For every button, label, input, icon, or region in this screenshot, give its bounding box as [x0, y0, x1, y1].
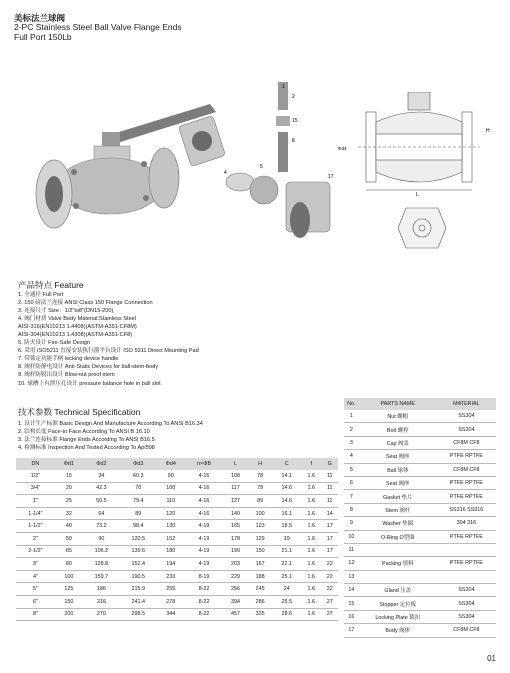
- col-header: No.: [344, 398, 359, 410]
- table-row: [16, 470, 338, 482]
- table-cell: 1: [344, 410, 359, 423]
- table-cell: Cap 阀盖: [359, 436, 437, 449]
- table-cell: 344: [157, 608, 185, 621]
- table-cell: 241.4: [120, 595, 157, 608]
- table-cell: 25.1: [272, 570, 301, 583]
- table-cell: 2-1/2": [16, 545, 55, 558]
- table-row: [16, 545, 338, 558]
- specs-heading: 技术参数 Technical Specification: [18, 407, 141, 417]
- feature-item: 1. 全通径 Full Port: [18, 292, 64, 298]
- table-row: [16, 558, 338, 571]
- col-header: MATERIAL: [437, 398, 496, 410]
- table-cell: 4-19: [185, 558, 223, 571]
- table-cell: 22: [322, 583, 338, 596]
- table-cell: 1.6: [301, 532, 321, 545]
- table-cell: 159.7: [83, 570, 120, 583]
- table-cell: PTFE RPTFE: [437, 450, 496, 463]
- dim-label-L: L: [416, 192, 419, 197]
- table-row: [16, 595, 338, 608]
- table-cell: 34: [83, 470, 120, 482]
- table-cell: 65: [55, 545, 83, 558]
- table-cell: 1.6: [301, 520, 321, 533]
- parts-table-body: [344, 410, 496, 637]
- table-cell: 14.6: [272, 482, 301, 495]
- callout-label: 2: [292, 94, 295, 100]
- table-cell: 1.6: [301, 495, 321, 508]
- table-cell: 18.5: [272, 520, 301, 533]
- table-cell: 64: [83, 507, 120, 520]
- table-cell: 286: [248, 595, 273, 608]
- table-cell: 1.6: [301, 595, 321, 608]
- table-cell: 180: [157, 545, 185, 558]
- table-cell: 139.6: [120, 545, 157, 558]
- table-cell: 117: [223, 482, 248, 495]
- table-cell: 7: [344, 490, 359, 503]
- col-header: n×ΦB: [185, 458, 223, 470]
- table-cell: 1.6: [301, 545, 321, 558]
- table-cell: 190.5: [120, 570, 157, 583]
- table-cell: 17: [322, 545, 338, 558]
- col-header: G: [322, 458, 338, 470]
- table-cell: 255: [157, 583, 185, 596]
- table-cell: Gasket 垫片: [359, 490, 437, 503]
- table-cell: Gland 压盖: [359, 584, 437, 597]
- table-cell: 130: [157, 520, 185, 533]
- callout-label: 15: [292, 118, 298, 124]
- table-cell: 16: [344, 610, 359, 623]
- table-cell: 1.6: [301, 470, 321, 482]
- table-cell: 165: [223, 520, 248, 533]
- table-row: [344, 490, 496, 503]
- table-cell: 19: [272, 532, 301, 545]
- table-cell: 129: [248, 532, 273, 545]
- table-cell: Stopper 定位板: [359, 597, 437, 610]
- table-cell: 4-19: [185, 545, 223, 558]
- table-cell: 2: [344, 423, 359, 436]
- table-cell: 14: [322, 507, 338, 520]
- table-cell: 27: [322, 608, 338, 621]
- table-cell: 40: [55, 520, 83, 533]
- table-cell: 25.5: [272, 595, 301, 608]
- feature-item: 9. 阀杆防脱出设计 Blow-out proof stem: [18, 372, 115, 379]
- table-cell: 4-16: [185, 507, 223, 520]
- table-cell: 256: [223, 583, 248, 596]
- table-cell: 8-22: [185, 583, 223, 596]
- table-row: [16, 532, 338, 545]
- table-cell: 98.4: [120, 520, 157, 533]
- table-cell: 150: [248, 545, 273, 558]
- table-row: [344, 597, 496, 610]
- table-row: [344, 557, 496, 570]
- col-header: DN: [16, 458, 55, 470]
- col-header: H: [248, 458, 273, 470]
- table-cell: Seat 阀座: [359, 450, 437, 463]
- table-row: [344, 570, 496, 583]
- col-header: PARTS NAME: [359, 398, 437, 410]
- table-cell: 1.6: [301, 558, 321, 571]
- col-header: Φd4: [157, 458, 185, 470]
- table-cell: 11: [322, 495, 338, 508]
- table-cell: 42.3: [83, 482, 120, 495]
- table-cell: 167: [248, 558, 273, 571]
- table-cell: SS316 SS316: [437, 503, 496, 516]
- table-cell: 1/2": [16, 470, 55, 482]
- parts-header-row: [344, 398, 496, 410]
- table-cell: 25: [55, 495, 83, 508]
- callout-label: 8: [292, 138, 295, 144]
- table-row: [344, 476, 496, 489]
- callout-label: 5: [260, 164, 263, 170]
- table-cell: 1-1/2": [16, 520, 55, 533]
- title-english: 2-PC Stainless Steel Ball Valve Flange Ends: [14, 22, 182, 32]
- table-cell: O-Ring O型圈: [359, 530, 437, 543]
- table-cell: 80: [55, 558, 83, 571]
- table-cell: Packing 填料: [359, 557, 437, 570]
- table-cell: 1": [16, 495, 55, 508]
- callout-label: 17: [328, 174, 334, 180]
- table-cell: 270: [83, 608, 120, 621]
- table-cell: 24: [272, 583, 301, 596]
- table-row: [344, 423, 496, 436]
- table-cell: 8-22: [185, 595, 223, 608]
- table-cell: 1-1/4": [16, 507, 55, 520]
- table-cell: 1.6: [301, 570, 321, 583]
- table-row: [344, 584, 496, 597]
- table-cell: 20: [55, 482, 83, 495]
- table-cell: 50: [55, 532, 83, 545]
- table-cell: 120: [157, 507, 185, 520]
- table-row: [16, 570, 338, 583]
- table-cell: 1.6: [301, 608, 321, 621]
- table-cell: 127: [223, 495, 248, 508]
- table-cell: 229: [223, 570, 248, 583]
- table-cell: Locking Plate 锁扣: [359, 610, 437, 623]
- subtitle: Full Port 150Lb: [14, 32, 72, 42]
- table-cell: 8: [344, 503, 359, 516]
- table-cell: [359, 543, 437, 556]
- table-cell: 298.5: [120, 608, 157, 621]
- table-cell: 13: [344, 570, 359, 583]
- table-cell: 215.9: [120, 583, 157, 596]
- features-heading: 产品特点 Feature: [18, 280, 84, 290]
- feature-item: 4. 阀门材质 Valve Body Material:Stainless Steel: [18, 316, 137, 323]
- table-cell: SS304: [437, 584, 496, 597]
- table-cell: 22: [322, 570, 338, 583]
- specs-list: [18, 421, 203, 453]
- table-cell: 3: [344, 436, 359, 449]
- table-cell: 304 316: [437, 517, 496, 530]
- feature-item: 7. 带锁定功能手柄 locking device handle: [18, 356, 119, 363]
- table-cell: 150: [55, 595, 83, 608]
- table-cell: 4-16: [185, 470, 223, 482]
- table-cell: 22.1: [272, 558, 301, 571]
- table-cell: Washer 垫圈: [359, 517, 437, 530]
- table-cell: PTFE RPTFE: [437, 557, 496, 570]
- col-header: f: [301, 458, 321, 470]
- table-cell: SS304: [437, 423, 496, 436]
- spec-item: 3. 法兰连接标准 Flange Ends According To ANSI B16.5: [18, 436, 155, 443]
- table-row: [344, 543, 496, 556]
- table-cell: 6: [344, 476, 359, 489]
- table-cell: 325: [248, 608, 273, 621]
- feature-item: 6. 采用 ISO5211 直接安装执行器平台设计 ISO 5211 Direct Mounting Pad: [18, 348, 199, 355]
- table-cell: Nut 螺帽: [359, 410, 437, 423]
- feature-item: AISI-316(EN10213 1.4408)(ASTM-A351-CF8M): [18, 324, 137, 331]
- dim-label-d4: Φd4: [338, 146, 347, 151]
- table-cell: 11: [322, 470, 338, 482]
- table-cell: 4-19: [185, 520, 223, 533]
- table-cell: 12: [344, 557, 359, 570]
- page-number: 01: [487, 654, 496, 663]
- table-cell: 457: [223, 608, 248, 621]
- table-cell: 89: [248, 495, 273, 508]
- table-cell: 60.3: [120, 470, 157, 482]
- table-row: [344, 624, 496, 637]
- table-cell: 4": [16, 570, 55, 583]
- spec-item: 4. 检测标准 Inspection And Tested According To Api598: [18, 444, 155, 451]
- table-cell: 10: [344, 530, 359, 543]
- table-cell: 100: [55, 570, 83, 583]
- table-cell: 22: [322, 558, 338, 571]
- table-row: [344, 503, 496, 516]
- table-row: [16, 608, 338, 621]
- title-chinese: 美标法兰球阀: [14, 13, 66, 23]
- table-row: [16, 495, 338, 508]
- table-cell: 8-22: [185, 608, 223, 621]
- table-row: [16, 507, 338, 520]
- table-cell: Seat 阀座: [359, 476, 437, 489]
- table-cell: Body 阀体: [359, 624, 437, 637]
- table-cell: 128.8: [83, 558, 120, 571]
- table-cell: 110: [157, 495, 185, 508]
- table-row: [344, 436, 496, 449]
- parts-table: [344, 398, 496, 638]
- table-cell: 278: [157, 595, 185, 608]
- table-cell: Stem 阀杆: [359, 503, 437, 516]
- table-cell: 152: [157, 532, 185, 545]
- col-header: Φd3: [120, 458, 157, 470]
- table-cell: SS304: [437, 410, 496, 423]
- table-cell: PTFE RPTFE: [437, 530, 496, 543]
- table-row: [344, 517, 496, 530]
- table-cell: 4-16: [185, 495, 223, 508]
- table-cell: 6": [16, 595, 55, 608]
- table-row: [16, 520, 338, 533]
- table-cell: 3/4": [16, 482, 55, 495]
- table-cell: 233: [157, 570, 185, 583]
- table-cell: 14: [344, 584, 359, 597]
- table-cell: 9: [344, 517, 359, 530]
- feature-item: AISI-304(EN10213 1.4308)(ASTM-A351-CF8): [18, 332, 133, 339]
- table-cell: 188: [248, 570, 273, 583]
- section-drawing: [338, 92, 500, 197]
- table-cell: SS304: [437, 597, 496, 610]
- feature-item: 8. 阀杆防静电设计 Anti-Static Devices for ball-stem-body: [18, 364, 159, 371]
- feature-item: 2. 150 磅法兰连接 ANSI Class 150 Flange Connection: [18, 300, 153, 307]
- table-cell: 4: [344, 450, 359, 463]
- table-cell: 79: [248, 482, 273, 495]
- table-cell: 120.5: [120, 532, 157, 545]
- table-row: [344, 530, 496, 543]
- dimension-header-row: [16, 458, 338, 470]
- table-cell: 70: [120, 482, 157, 495]
- table-cell: 79.4: [120, 495, 157, 508]
- table-cell: 11: [344, 543, 359, 556]
- table-cell: 123: [248, 520, 273, 533]
- top-view-drawing: [392, 200, 452, 255]
- table-cell: 152.4: [120, 558, 157, 571]
- callout-label: 1: [282, 84, 285, 90]
- table-cell: 2": [16, 532, 55, 545]
- table-cell: 17: [344, 624, 359, 637]
- table-cell: PTFE RPTFE: [437, 490, 496, 503]
- table-cell: 78: [248, 470, 273, 482]
- table-cell: 100: [248, 507, 273, 520]
- table-cell: 15: [55, 470, 83, 482]
- table-cell: 5": [16, 583, 55, 596]
- table-cell: 89: [120, 507, 157, 520]
- table-row: [344, 410, 496, 423]
- table-row: [16, 583, 338, 596]
- exploded-view-diagram: [178, 82, 338, 252]
- table-cell: 27: [322, 595, 338, 608]
- table-cell: 190: [223, 545, 248, 558]
- table-cell: 106.2: [83, 545, 120, 558]
- table-cell: 216: [83, 595, 120, 608]
- table-cell: [359, 570, 437, 583]
- table-row: [344, 450, 496, 463]
- table-cell: 1.6: [301, 507, 321, 520]
- table-cell: 186: [83, 583, 120, 596]
- col-header: L: [223, 458, 248, 470]
- feature-item: 3. 连接尺寸 Size：1/2"to8"(DN15-200): [18, 308, 114, 315]
- col-header: Φd1: [55, 458, 83, 470]
- dimension-table-body: [16, 470, 338, 621]
- table-cell: 8-19: [185, 570, 223, 583]
- table-cell: 17: [322, 532, 338, 545]
- table-cell: 90: [83, 532, 120, 545]
- table-cell: 203: [223, 558, 248, 571]
- spec-item: 1. 设计生产标准 Basic Design And Manufacture According To ANSI B16.34: [18, 421, 203, 427]
- table-cell: [437, 543, 496, 556]
- table-cell: 140: [223, 507, 248, 520]
- table-cell: 21.1: [272, 545, 301, 558]
- table-cell: 50.5: [83, 495, 120, 508]
- table-cell: 15: [344, 597, 359, 610]
- table-cell: 394: [223, 595, 248, 608]
- table-cell: 90: [157, 470, 185, 482]
- spec-item: 2. 结构长度 Face-to Face According To ANSI B 16.10: [18, 428, 150, 435]
- col-header: Φd2: [83, 458, 120, 470]
- table-cell: 28.6: [272, 608, 301, 621]
- table-cell: CF8M CF8: [437, 436, 496, 449]
- table-row: [16, 482, 338, 495]
- dimension-table: [16, 458, 338, 621]
- table-cell: 4-16: [185, 482, 223, 495]
- table-cell: CF8M CF8: [437, 624, 496, 637]
- table-cell: 200: [55, 608, 83, 621]
- dim-label-H: H: [486, 128, 490, 134]
- table-cell: SS304: [437, 610, 496, 623]
- table-cell: 3": [16, 558, 55, 571]
- callout-label: 4: [224, 170, 227, 176]
- table-cell: 1.6: [301, 583, 321, 596]
- table-row: [344, 610, 496, 623]
- table-cell: 11: [322, 482, 338, 495]
- table-cell: 1.6: [301, 482, 321, 495]
- features-list: [18, 291, 199, 388]
- table-cell: CF8M CF8: [437, 463, 496, 476]
- table-cell: 194: [157, 558, 185, 571]
- table-cell: Ball 球体: [359, 463, 437, 476]
- table-cell: 4-19: [185, 532, 223, 545]
- table-cell: 16.1: [272, 507, 301, 520]
- table-cell: 73.2: [83, 520, 120, 533]
- table-cell: 8": [16, 608, 55, 621]
- table-cell: 5: [344, 463, 359, 476]
- table-cell: 32: [55, 507, 83, 520]
- table-cell: PTFE RPTFE: [437, 476, 496, 489]
- col-header: C: [272, 458, 301, 470]
- table-cell: 14.6: [272, 495, 301, 508]
- table-row: [344, 463, 496, 476]
- feature-item: 5. 防火设计 Fire-Safe Design: [18, 340, 91, 347]
- table-cell: 17: [322, 520, 338, 533]
- table-cell: 14.1: [272, 470, 301, 482]
- table-cell: Bolt 螺栓: [359, 423, 437, 436]
- table-cell: 178: [223, 532, 248, 545]
- table-cell: 125: [55, 583, 83, 596]
- table-cell: [437, 570, 496, 583]
- table-cell: 108: [223, 470, 248, 482]
- table-cell: 245: [248, 583, 273, 596]
- feature-item: 10. 球槽上有泄压孔设计 pressure balance hole in ball slot: [18, 380, 161, 387]
- table-cell: 100: [157, 482, 185, 495]
